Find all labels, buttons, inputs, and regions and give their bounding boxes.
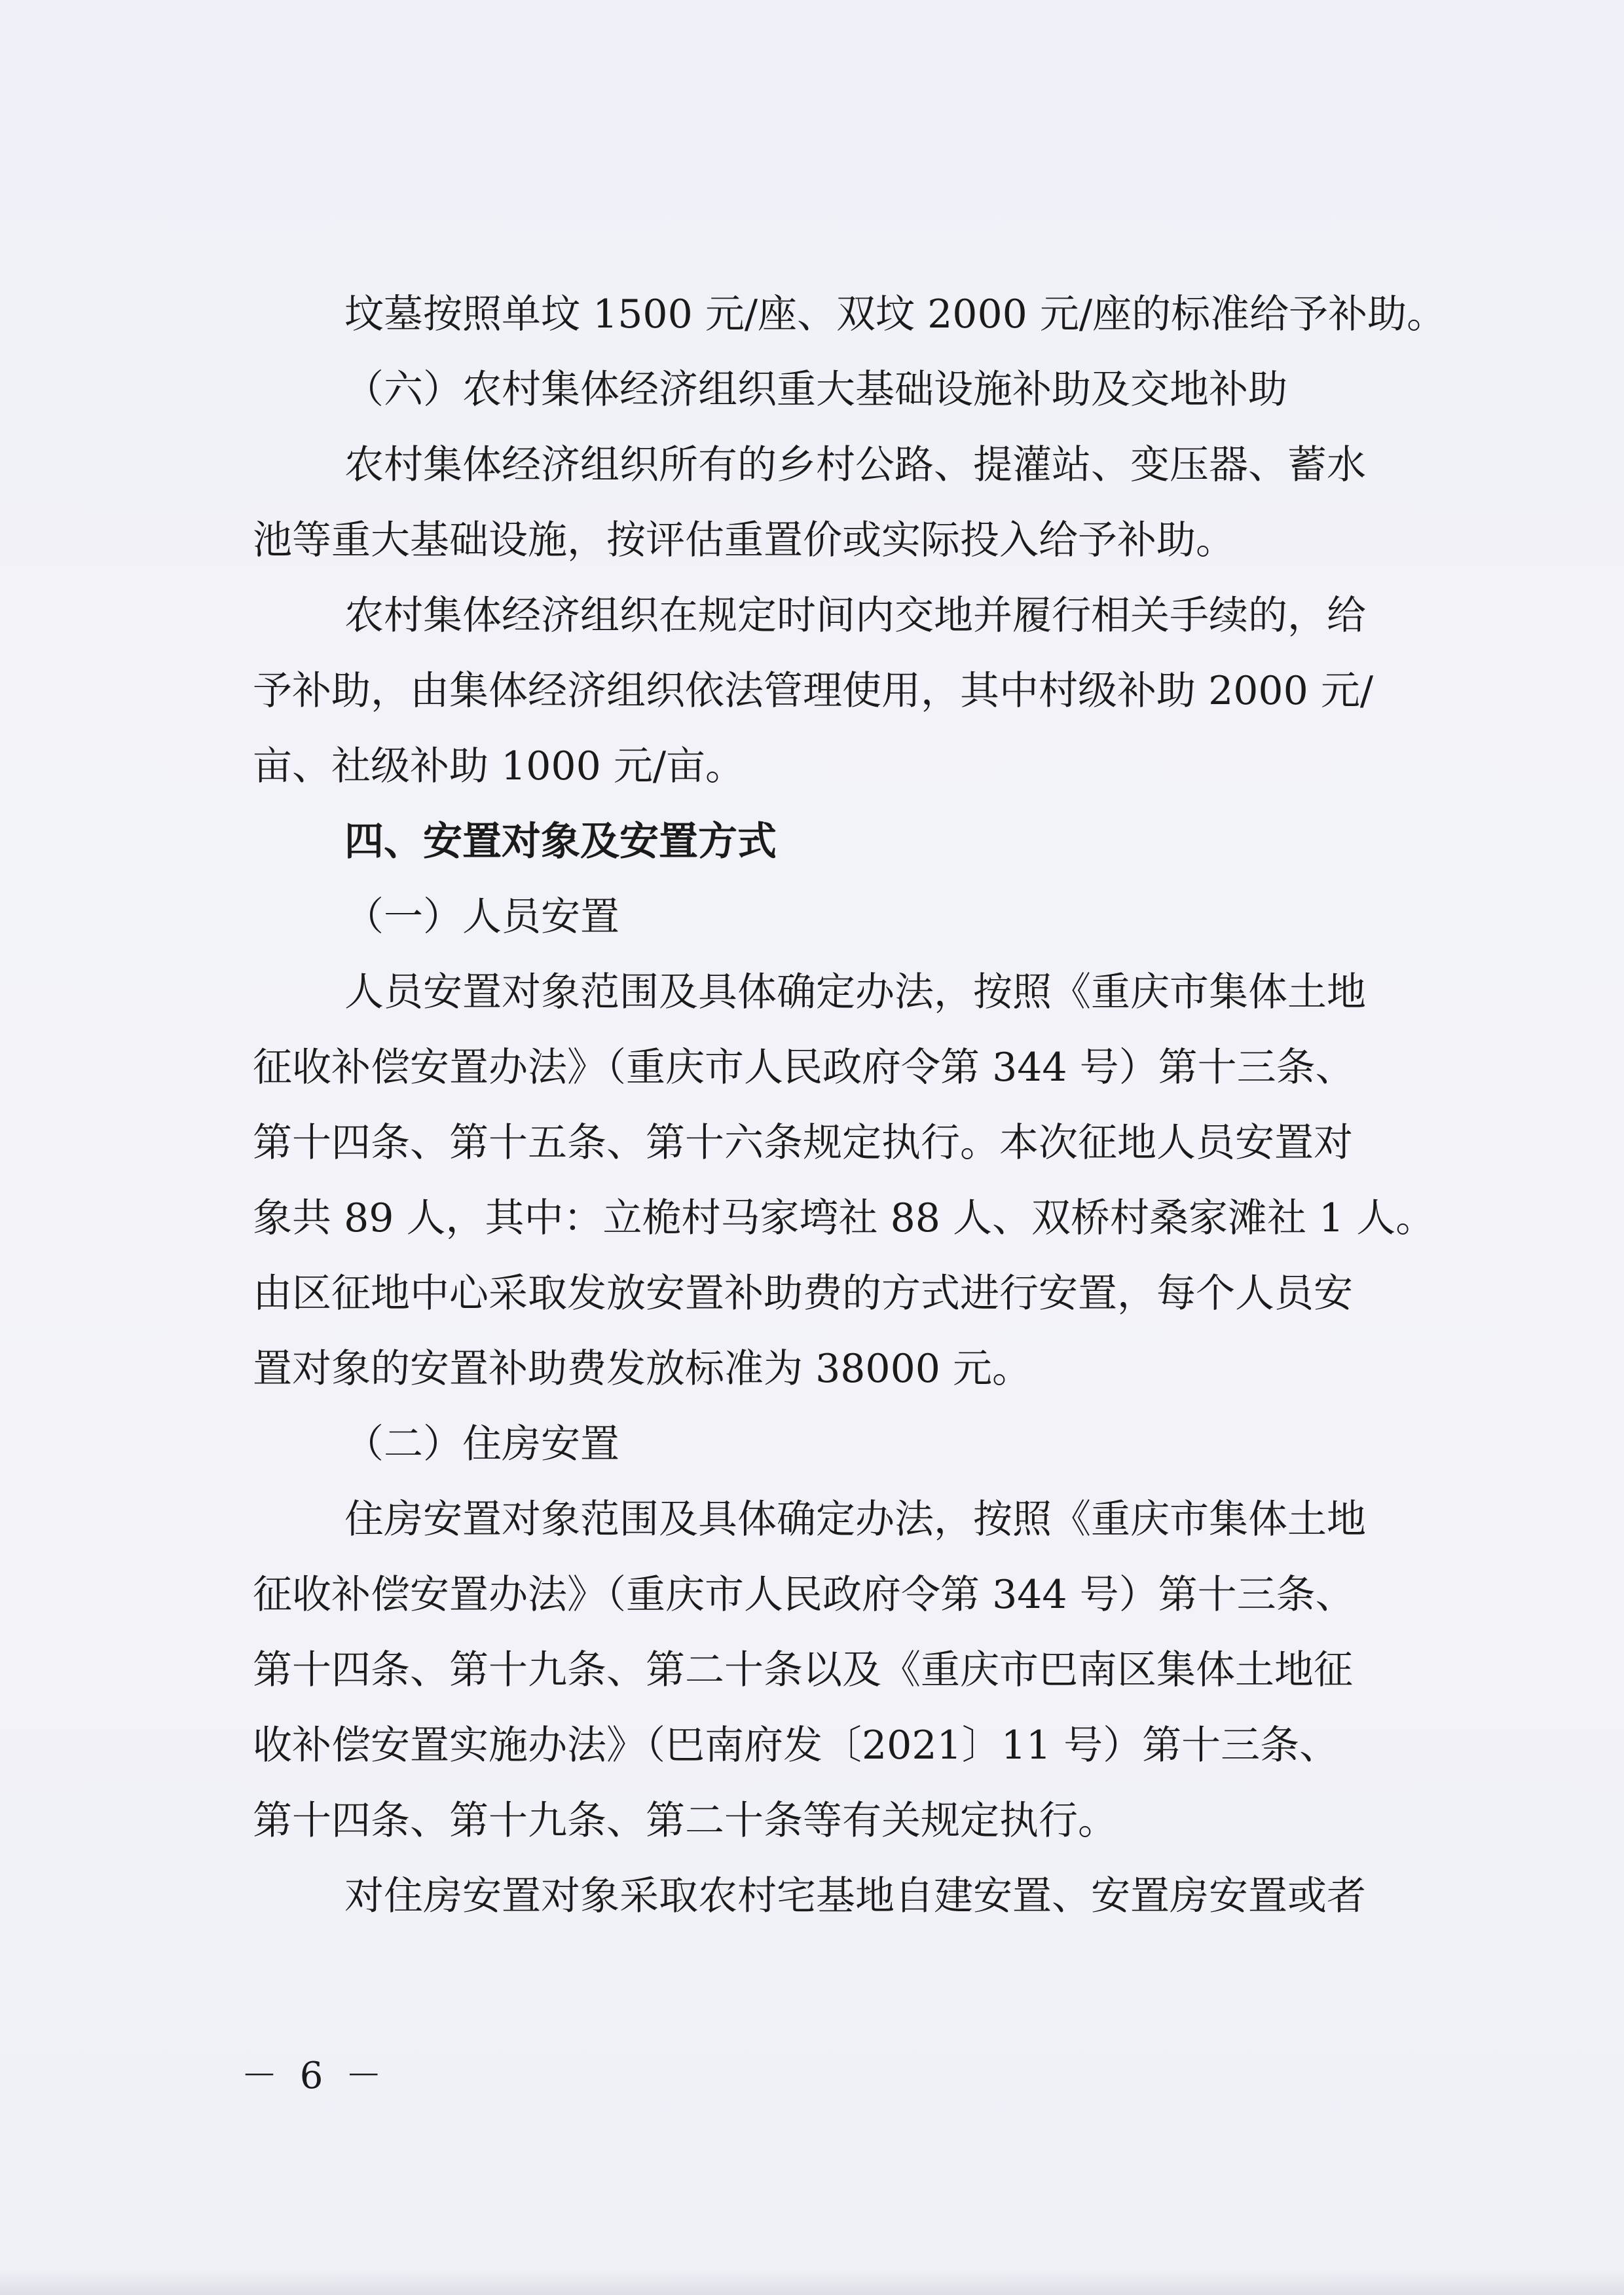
paragraph-line: 住房安置对象范围及具体确定办法，按照《重庆市集体土地 [344,1497,1366,1542]
section-subheading: （六）农村集体经济组织重大基础设施补助及交地补助 [344,367,1287,413]
paragraph-line: 对住房安置对象采取农村宅基地自建安置、安置房安置或者 [344,1873,1366,1919]
paragraph-line: 由区征地中心采取发放安置补助费的方式进行安置，每个人员安 [253,1271,1353,1316]
paragraph-line: 亩、社级补助 1000 元/亩。 [253,743,745,789]
paragraph-line: 第十四条、第十九条、第二十条等有关规定执行。 [253,1798,1117,1844]
page-number: － 6 － [241,2055,388,2097]
paragraph-line: 坟墓按照单坟 1500 元/座、双坟 2000 元/座的标准给予补助。 [344,291,1447,337]
paragraph-line: 人员安置对象范围及具体确定办法，按照《重庆市集体土地 [344,969,1366,1015]
paragraph-line: 象共 89 人，其中：立桅村马家塆社 88 人、双桥村桑家滩社 1 人。 [253,1195,1435,1241]
paragraph-line: 农村集体经济组织在规定时间内交地并履行相关手续的，给 [344,593,1366,639]
section-subheading: （一）人员安置 [344,894,619,940]
paragraph-line: 农村集体经济组织所有的乡村公路、提灌站、变压器、蓄水 [344,442,1366,488]
paragraph-line: 第十四条、第十五条、第十六条规定执行。本次征地人员安置对 [253,1120,1353,1166]
paragraph-line: 第十四条、第十九条、第二十条以及《重庆市巴南区集体土地征 [253,1647,1353,1693]
section-heading: 四、安置对象及安置方式 [344,819,777,865]
paragraph-line: 置对象的安置补助费发放标准为 38000 元。 [253,1346,1032,1392]
paragraph-line: 池等重大基础设施，按评估重置价或实际投入给予补助。 [253,517,1235,563]
page-edge-shadow [0,2269,1624,2295]
section-subheading: （二）住房安置 [344,1421,619,1467]
paragraph-line: 收补偿安置实施办法》（巴南府发〔2021〕11 号）第十三条、 [253,1723,1339,1768]
paragraph-line: 征收补偿安置办法》（重庆市人民政府令第 344 号）第十三条、 [253,1572,1355,1618]
paragraph-line: 予补助，由集体经济组织依法管理使用，其中村级补助 2000 元/ [253,668,1374,714]
paragraph-line: 征收补偿安置办法》（重庆市人民政府令第 344 号）第十三条、 [253,1045,1355,1091]
